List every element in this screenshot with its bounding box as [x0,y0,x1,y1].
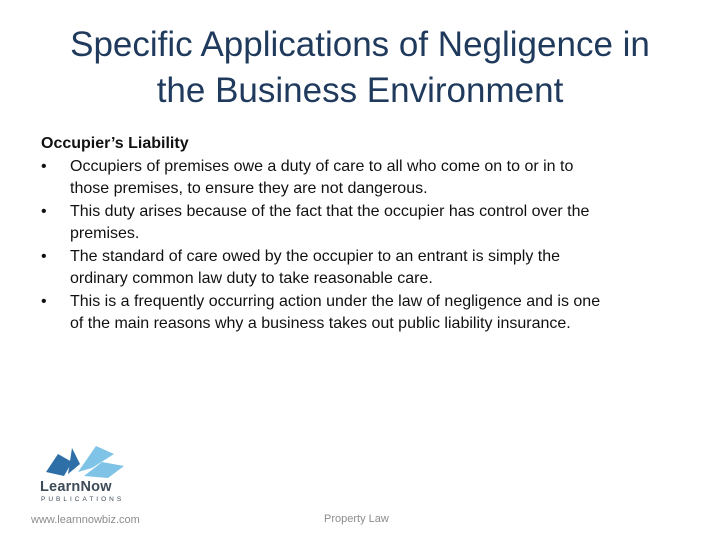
section-heading: Occupier’s Liability [41,135,189,152]
slide-title-line-1: Specific Applications of Negligence in [70,25,650,64]
bullet-list [41,156,691,336]
logo-subtitle: PUBLICATIONS [41,496,125,503]
bullet-item [41,156,691,201]
bullet-text-line: Occupiers of premises owe a duty of care to all who come on to or in to [70,157,574,175]
bullet-text-line: This duty arises because of the fact that the occupier has control over the [70,202,590,220]
publisher-logo [38,438,138,508]
bullet-text-line: of the main reasons why a business takes out public liability insurance. [70,315,571,332]
footer-website: www.learnnowbiz.com [31,514,140,526]
bullet-marker: • [41,247,47,265]
slide-title [30,22,690,114]
logo-name: LearnNow [40,479,112,495]
slide-title-line-2: the Business Environment [156,71,564,110]
slide-content [41,133,691,336]
bullet-marker: • [41,292,47,310]
footer-subject: Property Law [324,513,389,525]
bullet-text-line: those premises, to ensure they are not dangerous. [70,180,428,197]
bullet-text-line: The standard of care owed by the occupier to an entrant is simply the [70,247,561,265]
bullet-marker: • [41,157,47,175]
bullet-item [41,291,691,336]
bullet-item [41,201,691,246]
bullet-text-line: premises. [70,225,140,242]
open-book-logo-icon [38,438,138,480]
bullet-text-line: ordinary common law duty to take reasonable care. [70,270,433,287]
bullet-item [41,246,691,291]
bullet-marker: • [41,202,47,220]
bullet-text-line: This is a frequently occurring action under the law of negligence and is one [70,292,601,310]
